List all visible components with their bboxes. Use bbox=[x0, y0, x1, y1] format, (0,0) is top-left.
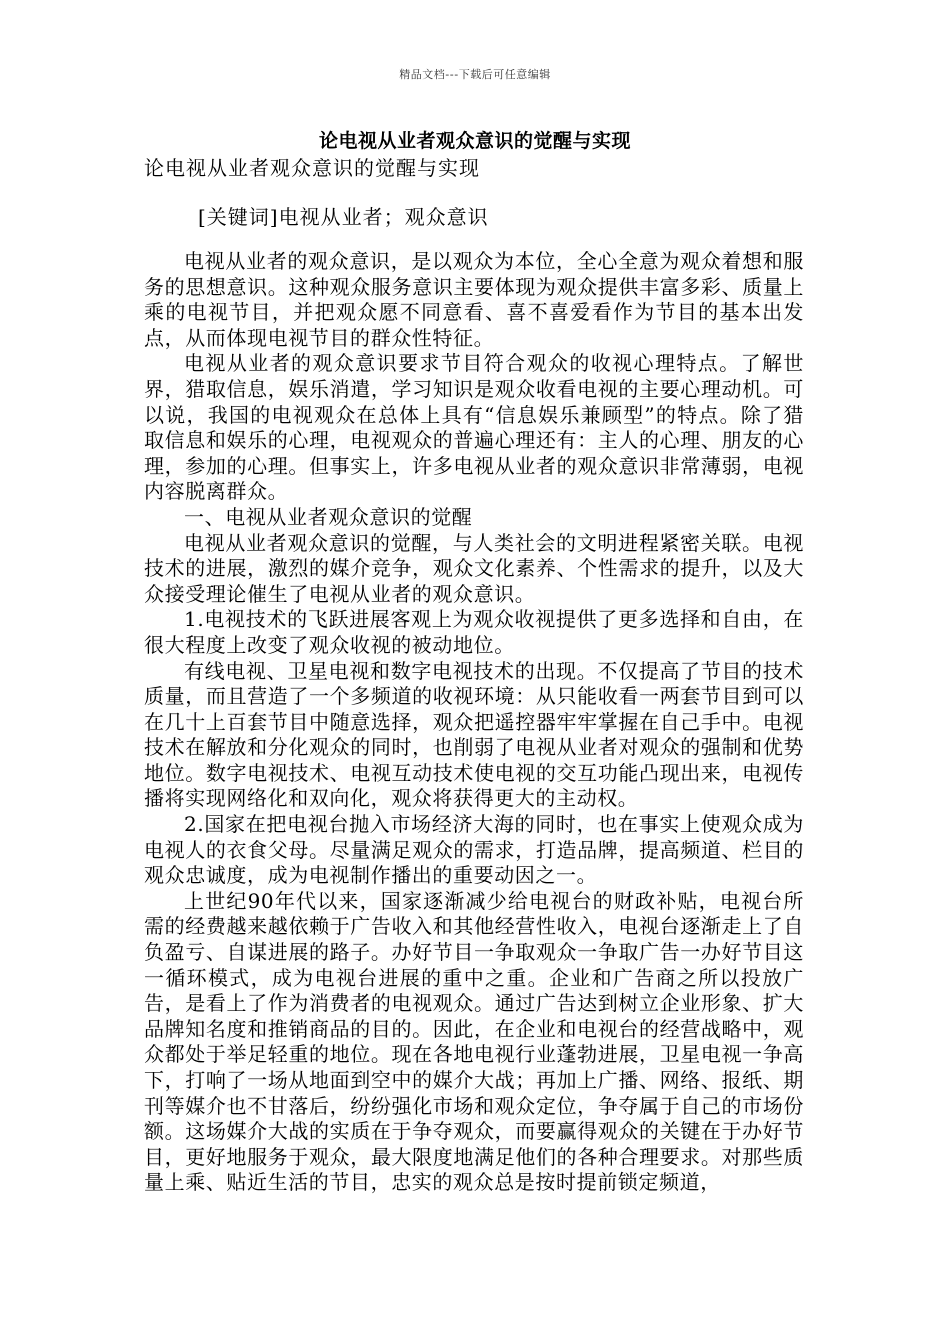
body-paragraph: 有线电视、卫星电视和数字电视技术的出现。不仅提高了节目的技术质量，而且营造了一个多频道的收视环境：从只能收看一两套节目到可以在几十上百套节目中随意选择，观众把遥控器牢牢掌握在自己手中。电视技术在解放和分化观众的同时，也削弱了电视从业者对观众的强制和优势地位。数字电视技术、电视互动技术使电视的交互功能凸现出来，电视传播将实现网络化和双向化，观众将获得更大的主动权。 bbox=[144, 658, 804, 811]
body-paragraph: 上世纪90年代以来，国家逐渐减少给电视台的财政补贴，电视台所需的经费越来越依赖于广告收入和其他经营性收入，电视台逐渐走上了自负盈亏、自谋进展的路子。办好节目一争取观众一争取广告一办好节目这一循环模式，成为电视台进展的重中之重。企业和广告商之所以投放广告，是看上了作为消费者的电视观众。通过广告达到树立企业形象、扩大品牌知名度和推销商品的目的。因此，在企业和电视台的经营战略中，观众都处于举足轻重的地位。现在各地电视行业蓬勃进展，卫星电视一争高下，打响了一场从地面到空中的媒介大战；再加上广播、网络、报纸、期刊等媒介也不甘落后，纷纷强化市场和观众定位，争夺属于自己的市场份额。这场媒介大战的实质在于争夺观众，而要赢得观众的关键在于办好节目，更好地服务于观众，最大限度地满足他们的各种合理要求。对那些质量上乘、贴近生活的节目，忠实的观众总是按时提前锁定频道， bbox=[144, 888, 804, 1195]
body-paragraph: 1.电视技术的飞跃进展客观上为观众收视提供了更多选择和自由，在很大程度上改变了观众收视的被动地位。 bbox=[144, 607, 804, 657]
body-paragraph: 2.国家在把电视台抛入市场经济大海的同时，也在事实上使观众成为电视人的衣食父母。尽量满足观众的需求，打造品牌，提高频道、栏目的观众忠诚度，成为电视制作播出的重要动因之一。 bbox=[144, 812, 804, 888]
document-body bbox=[144, 249, 804, 1196]
document-title: 论电视从业者观众意识的觉醒与实现 bbox=[318, 130, 631, 152]
body-paragraph: 电视从业者的观众意识，是以观众为本位，全心全意为观众着想和服务的思想意识。这种观众服务意识主要体现为观众提供丰富多彩、质量上乘的电视节目，并把观众愿不同意看、喜不喜爱看作为节目的基本出发点，从而体现电视节目的群众性特征。 bbox=[144, 249, 804, 350]
document-subtitle: 论电视从业者观众意识的觉醒与实现 bbox=[144, 156, 480, 180]
section-heading: 一、电视从业者观众意识的觉醒 bbox=[184, 504, 473, 529]
keywords-line: [关键词]电视从业者；观众意识 bbox=[198, 205, 489, 229]
body-paragraph: 电视从业者的观众意识要求节目符合观众的收视心理特点。了解世界，猎取信息，娱乐消遣，学习知识是观众收看电视的主要心理动机。可以说，我国的电视观众在总体上具有“信息娱乐兼顾型”的特点。除了猎取信息和娱乐的心理，电视观众的普遍心理还有：主人的心理、朋友的心理，参加的心理。但事实上，许多电视从业者的观众意识非常薄弱，电视内容脱离群众。 bbox=[144, 351, 804, 504]
page-header-note: 精品文档---下载后可任意编辑 bbox=[399, 68, 551, 81]
body-paragraph: 电视从业者观众意识的觉醒，与人类社会的文明进程紧密关联。电视技术的进展，激烈的媒介竞争，观众文化素养、个性需求的提升，以及大众接受理论催生了电视从业者的观众意识。 bbox=[144, 530, 804, 606]
